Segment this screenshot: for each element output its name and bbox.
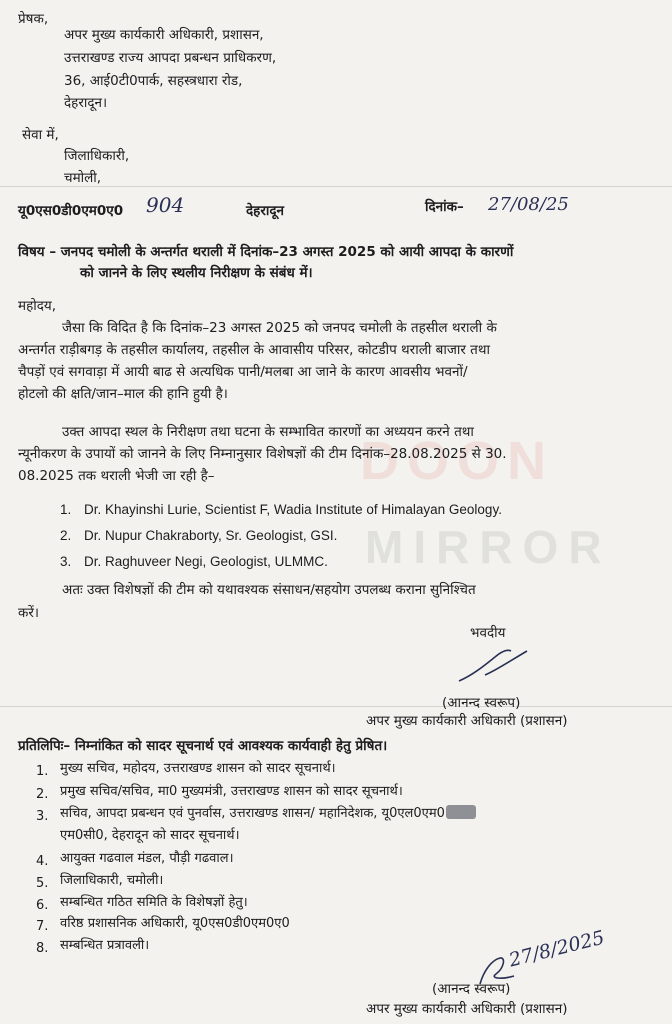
watermark-mirror: MIRROR xyxy=(365,521,612,573)
paragraph-2-line-2: न्यूनीकरण के उपायों को जानने के लिए निम्नानुसार विशेषज्ञों की टीम दिनांक–28.08.2025 से 30. xyxy=(18,446,507,462)
copy-item-num: 7. xyxy=(36,919,49,934)
copy-item: सम्बन्धित प्रत्रावली। xyxy=(60,938,150,953)
copy-heading: प्रतिलिपिः– निम्नांकित को सादर सूचनार्थ एवं आवश्यक कार्यवाही हेतु प्रेषित। xyxy=(18,738,388,754)
copy-signatory-name: (आनन्द स्वरूप) xyxy=(432,981,511,997)
expert-item: Dr. Khayinshi Lurie, Scientist F, Wadia Institute of Himalayan Geology. xyxy=(84,502,502,517)
copy-item: आयुक्त गढवाल मंडल, पौड़ी गढवाल। xyxy=(60,851,234,866)
sender-line-1: अपर मुख्य कार्यकारी अधिकारी, प्रशासन, xyxy=(64,27,264,43)
date-label: दिनांक– xyxy=(425,199,464,215)
watermark-doon: DOON xyxy=(360,431,554,491)
signatory-designation: अपर मुख्य कार्यकारी अधिकारी (प्रशासन) xyxy=(366,713,568,729)
paragraph-1-line-2: अन्तर्गत राड़ीबगड़ के तहसील कार्यालय, तहसील के आवासीय परिसर, कोटडीप थराली बाजार तथा xyxy=(18,342,490,358)
expert-item: Dr. Nupur Chakraborty, Sr. Geologist, GSI. xyxy=(84,528,338,543)
copy-item: वरिष्ठ प्रशासनिक अधिकारी, यू0एस0डी0एम0ए0 xyxy=(60,916,290,931)
date-handwritten: 27/08/25 xyxy=(488,194,569,215)
copy-item: सचिव, आपदा प्रबन्धन एवं पुनर्वास, उत्तराखण्ड शासन/ महानिदेशक, यू0एल0एम0 xyxy=(60,806,445,821)
sender-line-3: 36, आई0टी0पार्क, सहस्त्रधारा रोड, xyxy=(64,73,243,89)
copy-item-num: 5. xyxy=(36,876,49,891)
letter-number-prefix: यू0एस0डी0एम0ए0 xyxy=(18,203,124,219)
subject-line-1: विषय – जनपद चमोली के अन्तर्गत थराली में दिनांक–23 अगस्त 2025 को आयी आपदा के कारणों xyxy=(18,244,514,260)
expert-num: 1. xyxy=(60,502,72,517)
copy-item: प्रमुख सचिव/सचिव, मा0 मुख्यमंत्री, उत्तराखण्ड शासन को सादर सूचनार्थ। xyxy=(60,784,403,799)
paragraph-1-line-1: जैसा कि विदित है कि दिनांक–23 अगस्त 2025 को जनपद चमोली के तहसील थराली के xyxy=(62,320,497,336)
recipient-line-1: जिलाधिकारी, xyxy=(64,148,130,164)
copy-item-num: 1. xyxy=(36,764,49,779)
letter-number-handwritten: 904 xyxy=(146,193,185,217)
signatory-name: (आनन्द स्वरूप) xyxy=(442,695,521,711)
copy-item-num: 3. xyxy=(36,809,49,824)
redacted-mark xyxy=(446,805,476,819)
copy-item-num: 8. xyxy=(36,941,49,956)
expert-num: 2. xyxy=(60,528,72,543)
copy-item-num: 4. xyxy=(36,854,49,869)
fold-line xyxy=(0,706,672,707)
expert-num: 3. xyxy=(60,554,72,569)
subject-line-2: को जानने के लिए स्थलीय निरीक्षण के संबंध में। xyxy=(80,265,313,281)
recipient-label: सेवा में, xyxy=(22,127,59,143)
sender-line-2: उत्तराखण्ड राज्य आपदा प्रबन्धन प्राधिकरण, xyxy=(64,50,277,66)
paragraph-2-line-1: उक्त आपदा स्थल के निरीक्षण तथा घटना के सम्भावित कारणों का अध्ययन करने तथा xyxy=(62,424,474,440)
copy-item: मुख्य सचिव, महोदय, उत्तराखण्ड शासन को सादर सूचनार्थ। xyxy=(60,761,336,776)
paragraph-3-line-2: करें। xyxy=(18,605,40,621)
closing: भवदीय xyxy=(470,625,506,641)
copy-item: सम्बन्धित गठित समिति के विशेषज्ञों हेतु। xyxy=(60,895,248,910)
letter-place: देहरादून xyxy=(246,203,285,219)
copy-item-num: 6. xyxy=(36,898,49,913)
recipient-line-2: चमोली, xyxy=(64,170,102,186)
copy-item: एम0सी0, देहरादून को सादर सूचनार्थ। xyxy=(60,828,240,843)
copy-item: जिलाधिकारी, चमोली। xyxy=(60,873,164,888)
signature-mark xyxy=(455,645,535,690)
paragraph-1-line-4: होटलो की क्षति/जान–माल की हानि हुयी है। xyxy=(18,386,228,402)
salutation: महोदय, xyxy=(18,298,57,314)
sign-date-handwritten: 27/8/2025 xyxy=(506,926,607,972)
copy-item-num: 2. xyxy=(36,787,49,802)
expert-item: Dr. Raghuveer Negi, Geologist, ULMMC. xyxy=(84,554,328,569)
sender-label: प्रेषक, xyxy=(18,11,49,27)
copy-signatory-designation: अपर मुख्य कार्यकारी अधिकारी (प्रशासन) xyxy=(366,1001,568,1017)
paragraph-2-line-3: 08.2025 तक थराली भेजी जा रही है– xyxy=(18,468,215,484)
paragraph-3-line-1: अतः उक्त विशेषज्ञों की टीम को यथावश्यक संसाधन/सहयोग उपलब्ध कराना सुनिश्चित xyxy=(62,582,476,598)
paragraph-1-line-3: चैपड़ों एवं सगवाड़ा में आयी बाढ से अत्यधिक पानी/मलबा आ जाने के कारण आवसीय भवनों/ xyxy=(18,364,468,380)
sender-line-4: देहरादून। xyxy=(64,95,108,111)
